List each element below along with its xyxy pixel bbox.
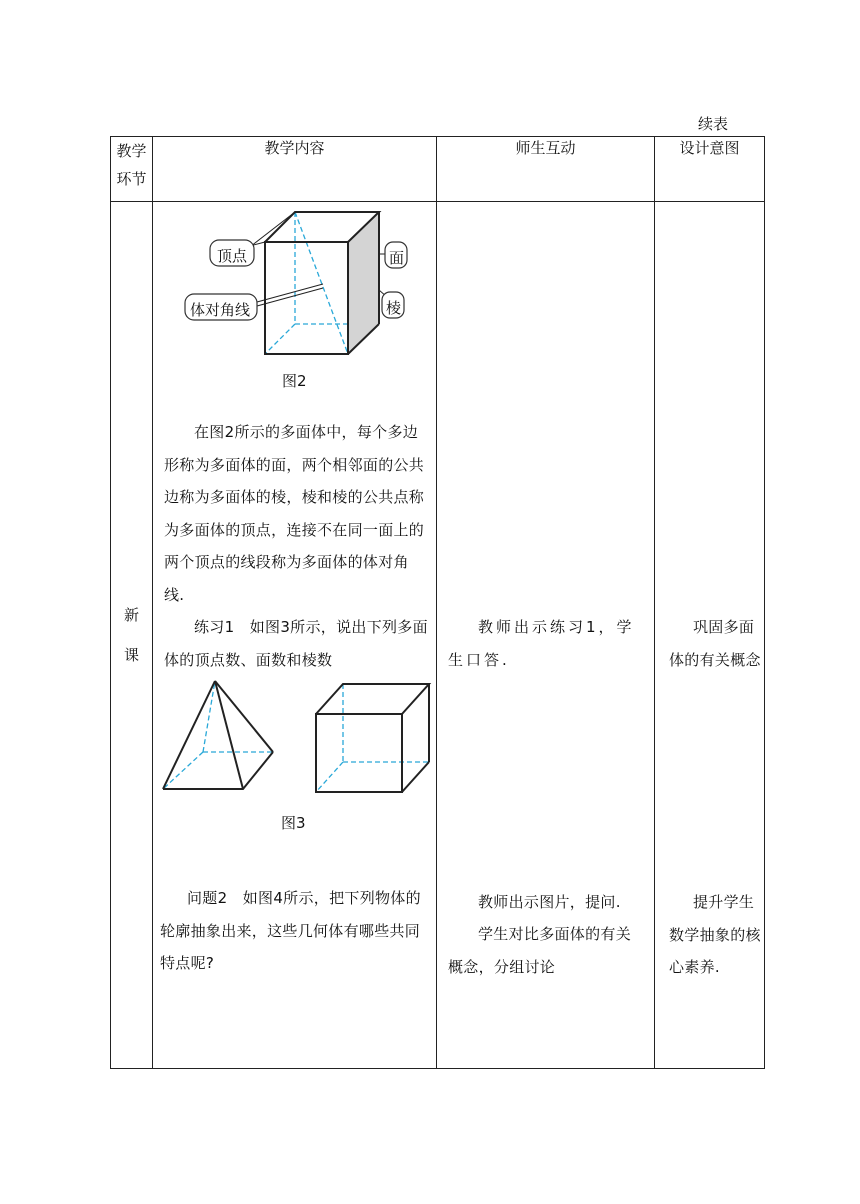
interaction-question-2-line1: 教师出示图片，提问.: [478, 893, 621, 911]
exercise-1-text: 练习1 如图3所示，说出下列多面体的顶点数、面数和棱数: [164, 618, 428, 669]
new-lesson-row: [111, 202, 765, 1069]
content-cell: [153, 202, 437, 1069]
callout-vertex: 顶点: [217, 247, 248, 265]
intent-cell: [655, 202, 765, 1069]
header-intent: 设计意图: [655, 137, 765, 202]
intent-question-2: 提升学生数学抽象的核心素养.: [669, 893, 761, 976]
callout-edge: 棱: [386, 299, 402, 317]
intent-exercise-1: 巩固多面体的有关概念: [669, 618, 761, 669]
stage-label: 新 课: [123, 606, 139, 664]
lesson-plan-table: [110, 136, 765, 1069]
figure-3-solids: [153, 672, 437, 802]
figure-2-caption: 图2: [282, 372, 307, 390]
figure-2-prism: [153, 202, 437, 372]
header-stage: [111, 137, 153, 202]
side-face-shading: [348, 212, 379, 354]
interaction-exercise-1: 教师出示练习1，学生口答.: [448, 618, 635, 669]
callout-body-diagonal: 体对角线: [190, 301, 251, 319]
header-interaction: 师生互动: [437, 137, 655, 202]
cube-figure: [316, 684, 429, 792]
continued-table-label: 续表: [698, 115, 729, 133]
header-stage-text: 教学 环节: [116, 142, 147, 188]
pyramid-figure: [163, 681, 273, 789]
stage-cell: [111, 202, 153, 1069]
interaction-cell: [437, 202, 655, 1069]
interaction-question-2-line2: 学生对比多面体的有关概念，分组讨论: [448, 925, 632, 976]
question-2-text: 问题2 如图4所示，把下列物体的轮廓抽象出来，这些几何体有哪些共同特点呢?: [160, 889, 421, 972]
definition-paragraph: 在图2所示的多面体中，每个多边形称为多面体的面，两个相邻面的公共边称为多面体的棱，棱和棱的公共点称为多面体的顶点，连接不在同一面上的两个顶点的线段称为多面体的体对角线.: [164, 423, 425, 604]
callout-face: 面: [389, 249, 405, 267]
table-header-row: [111, 137, 765, 202]
figure-3-caption: 图3: [281, 814, 306, 832]
header-content: 教学内容: [153, 137, 437, 202]
